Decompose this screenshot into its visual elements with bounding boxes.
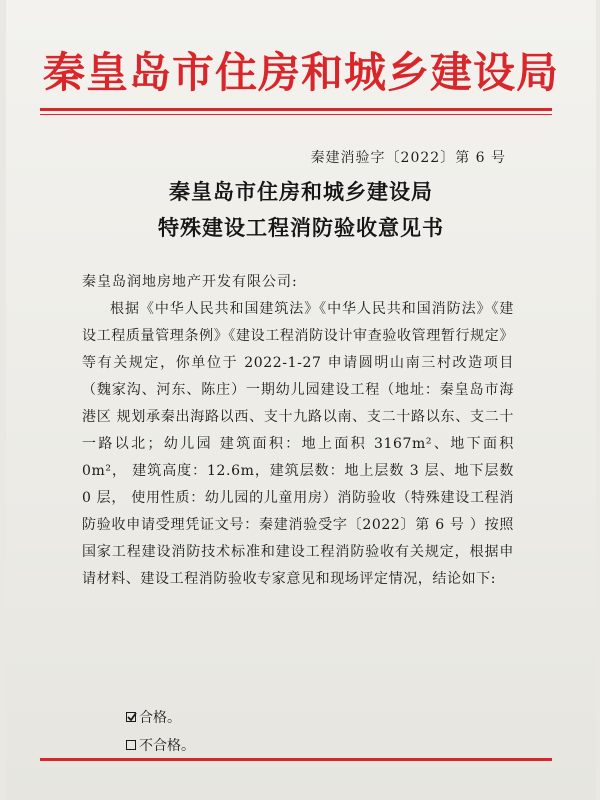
- document-number: 秦建消验字〔2022〕第 6 号: [310, 150, 506, 166]
- option-label: 不合格。: [139, 738, 195, 754]
- recipient: 秦皇岛润地房地产开发有限公司:: [82, 274, 298, 290]
- body-paragraph: 根据《中华人民共和国建筑法》《中华人民共和国消防法》《建设工程质量管理条例》《建设工程消防设计审查验收管理暂行规定》等有关规定，你单位于 2022-1-27 申请圆明山南三村改造项目（魏家沟、河东、陈庄）一期幼儿园建设工程（地址：秦皇岛市海港区 规划承秦出海路以西、支十九路以南、支二十路以东、支二十一路以北；幼儿园 建筑面积：地上面积 3167m²、地下面积 0m²， 建筑高度：12.6m，建筑层数：地上层数 3 层、地下层数 0 层， 使用性质：幼儿园的儿童用房）消防验收（特殊建设工程消防验收申请受理凭证文号：秦建消验受字〔2022〕第 6 号 ）按照国家工程建设消防技术标准和建设工程消防验收有关规定，根据申请材料、建设工程消防验收专家意见和现场评定情况，结论如下:: [82, 301, 514, 587]
- letterhead-divider-thick: [40, 108, 552, 111]
- option-label: 合格。: [139, 710, 181, 726]
- agency-letterhead: 秦皇岛市住房和城乡建设局: [42, 48, 559, 97]
- option-qualified: [126, 707, 181, 727]
- checked-box-icon: [126, 712, 136, 722]
- document-page: [6, 0, 596, 800]
- document-title: 特殊建设工程消防验收意见书: [158, 216, 444, 240]
- document-title-agency: 秦皇岛市住房和城乡建设局: [169, 180, 433, 204]
- footer-divider: [40, 758, 552, 761]
- option-unqualified: [126, 735, 195, 755]
- empty-box-icon: [126, 740, 136, 750]
- letterhead-divider-thin: [40, 114, 552, 115]
